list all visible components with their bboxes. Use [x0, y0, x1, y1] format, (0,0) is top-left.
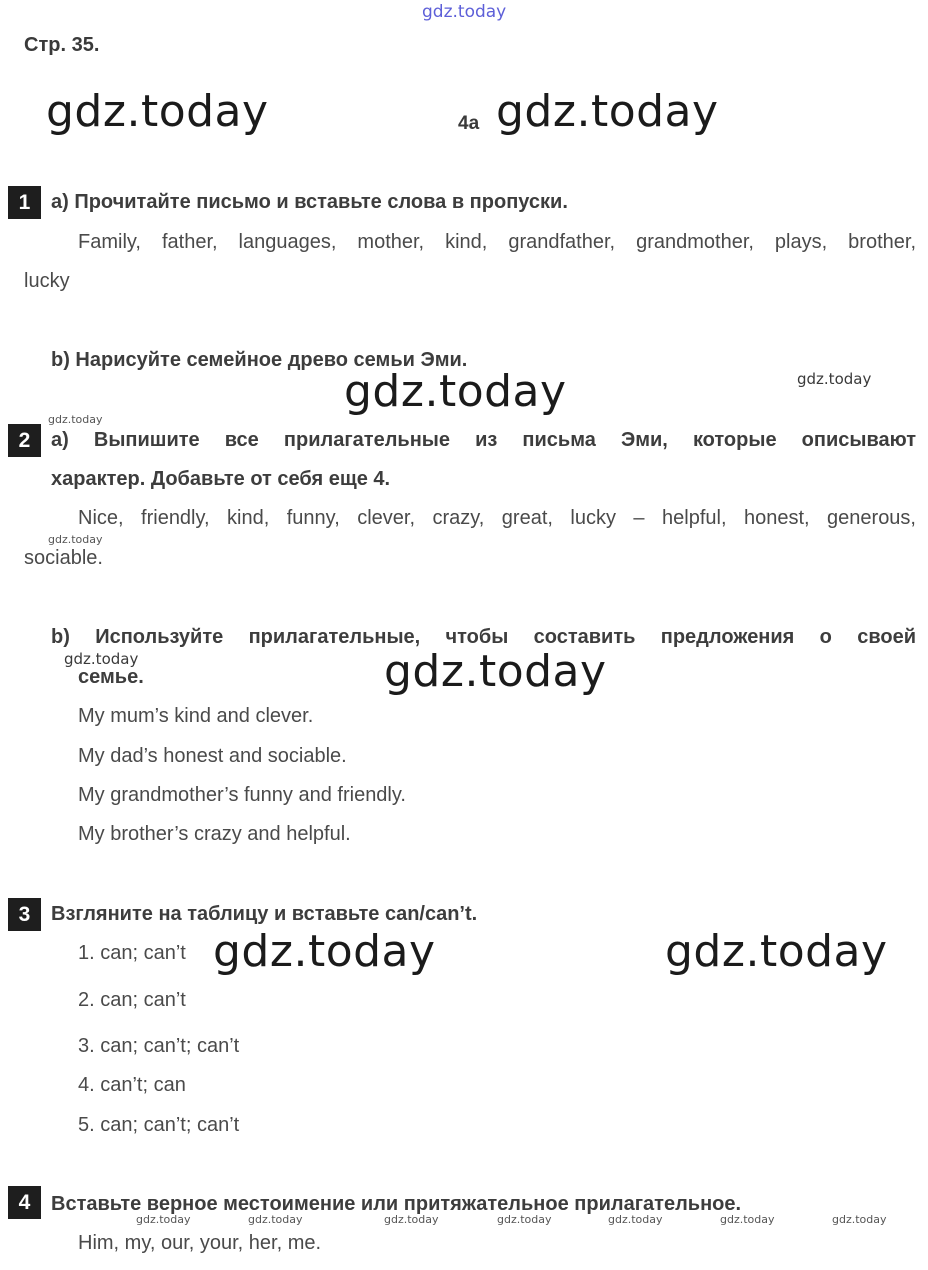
exercise-number-1: 1	[8, 186, 41, 219]
watermark-tiny: gdz.today	[384, 1213, 439, 1226]
exercise-2b-task-line2: семье.	[78, 666, 144, 688]
exercise-number-2: 2	[8, 424, 41, 457]
watermark-big: gdz.today	[384, 646, 607, 697]
exercise-1a-task: a) Прочитайте письмо и вставьте слова в пропуски.	[51, 191, 568, 213]
exercise-3-task: Взгляните на таблицу и вставьте can/can’t.	[51, 903, 478, 925]
section-code: 4a	[458, 113, 480, 134]
exercise-3-answer: 3. can; can’t; can’t	[78, 1035, 240, 1057]
watermark-tiny: gdz.today	[608, 1213, 663, 1226]
watermark-small: gdz.today	[797, 370, 872, 388]
exercise-2a-task-line2: характер. Добавьте от себя еще 4.	[51, 468, 391, 490]
exercise-2b-answer: My dad’s honest and sociable.	[78, 745, 347, 767]
exercise-1b-task: b) Нарисуйте семейное древо семьи Эми.	[51, 349, 468, 371]
watermark-big: gdz.today	[344, 366, 567, 417]
exercise-3-answer: 1. can; can’t	[78, 942, 186, 964]
exercise-2b-answer: My grandmother’s funny and friendly.	[78, 784, 406, 806]
page-label: Стр. 35.	[24, 34, 100, 56]
watermark-big: gdz.today	[46, 86, 269, 137]
watermark-top: gdz.today	[422, 2, 507, 22]
exercise-3-answer: 5. can; can’t; can’t	[78, 1114, 240, 1136]
exercise-4-answer: Him, my, our, your, her, me.	[78, 1232, 322, 1254]
exercise-1a-answer-line1: Family, father, languages, mother, kind, grandfather, grandmother, plays, brother,	[78, 231, 916, 253]
exercise-2a-answer-line2: sociable.	[24, 547, 103, 569]
exercise-2b-task-line1: b) Используйте прилагательные, чтобы составить предложения о своей	[51, 626, 916, 648]
exercise-3-answer: 4. can’t; can	[78, 1074, 186, 1096]
watermark-tiny: gdz.today	[720, 1213, 775, 1226]
exercise-4-task: Вставьте верное местоимение или притяжательное прилагательное.	[51, 1193, 742, 1215]
watermark-tiny: gdz.today	[497, 1213, 552, 1226]
exercise-2a-task-line1: a) Выпишите все прилагательные из письма Эми, которые описывают	[51, 429, 916, 451]
watermark-tiny: gdz.today	[248, 1213, 303, 1226]
watermark-big: gdz.today	[496, 86, 719, 137]
exercise-2b-answer: My mum’s kind and clever.	[78, 705, 314, 727]
watermark-big: gdz.today	[213, 926, 436, 977]
exercise-1a-answer-line2: lucky	[24, 270, 70, 292]
watermark-tiny: gdz.today	[136, 1213, 191, 1226]
exercise-number-4: 4	[8, 1186, 41, 1219]
exercise-2b-answer: My brother’s crazy and helpful.	[78, 823, 351, 845]
exercise-2a-answer-line1: Nice, friendly, kind, funny, clever, crazy, great, lucky – helpful, honest, generous,	[78, 507, 916, 529]
watermark-tiny: gdz.today	[832, 1213, 887, 1226]
watermark-tiny: gdz.today	[48, 533, 103, 546]
watermark-big: gdz.today	[665, 926, 888, 977]
exercise-number-3: 3	[8, 898, 41, 931]
watermark-small: gdz.today	[64, 650, 139, 668]
watermark-tiny: gdz.today	[48, 413, 103, 426]
exercise-3-answer: 2. can; can’t	[78, 989, 186, 1011]
